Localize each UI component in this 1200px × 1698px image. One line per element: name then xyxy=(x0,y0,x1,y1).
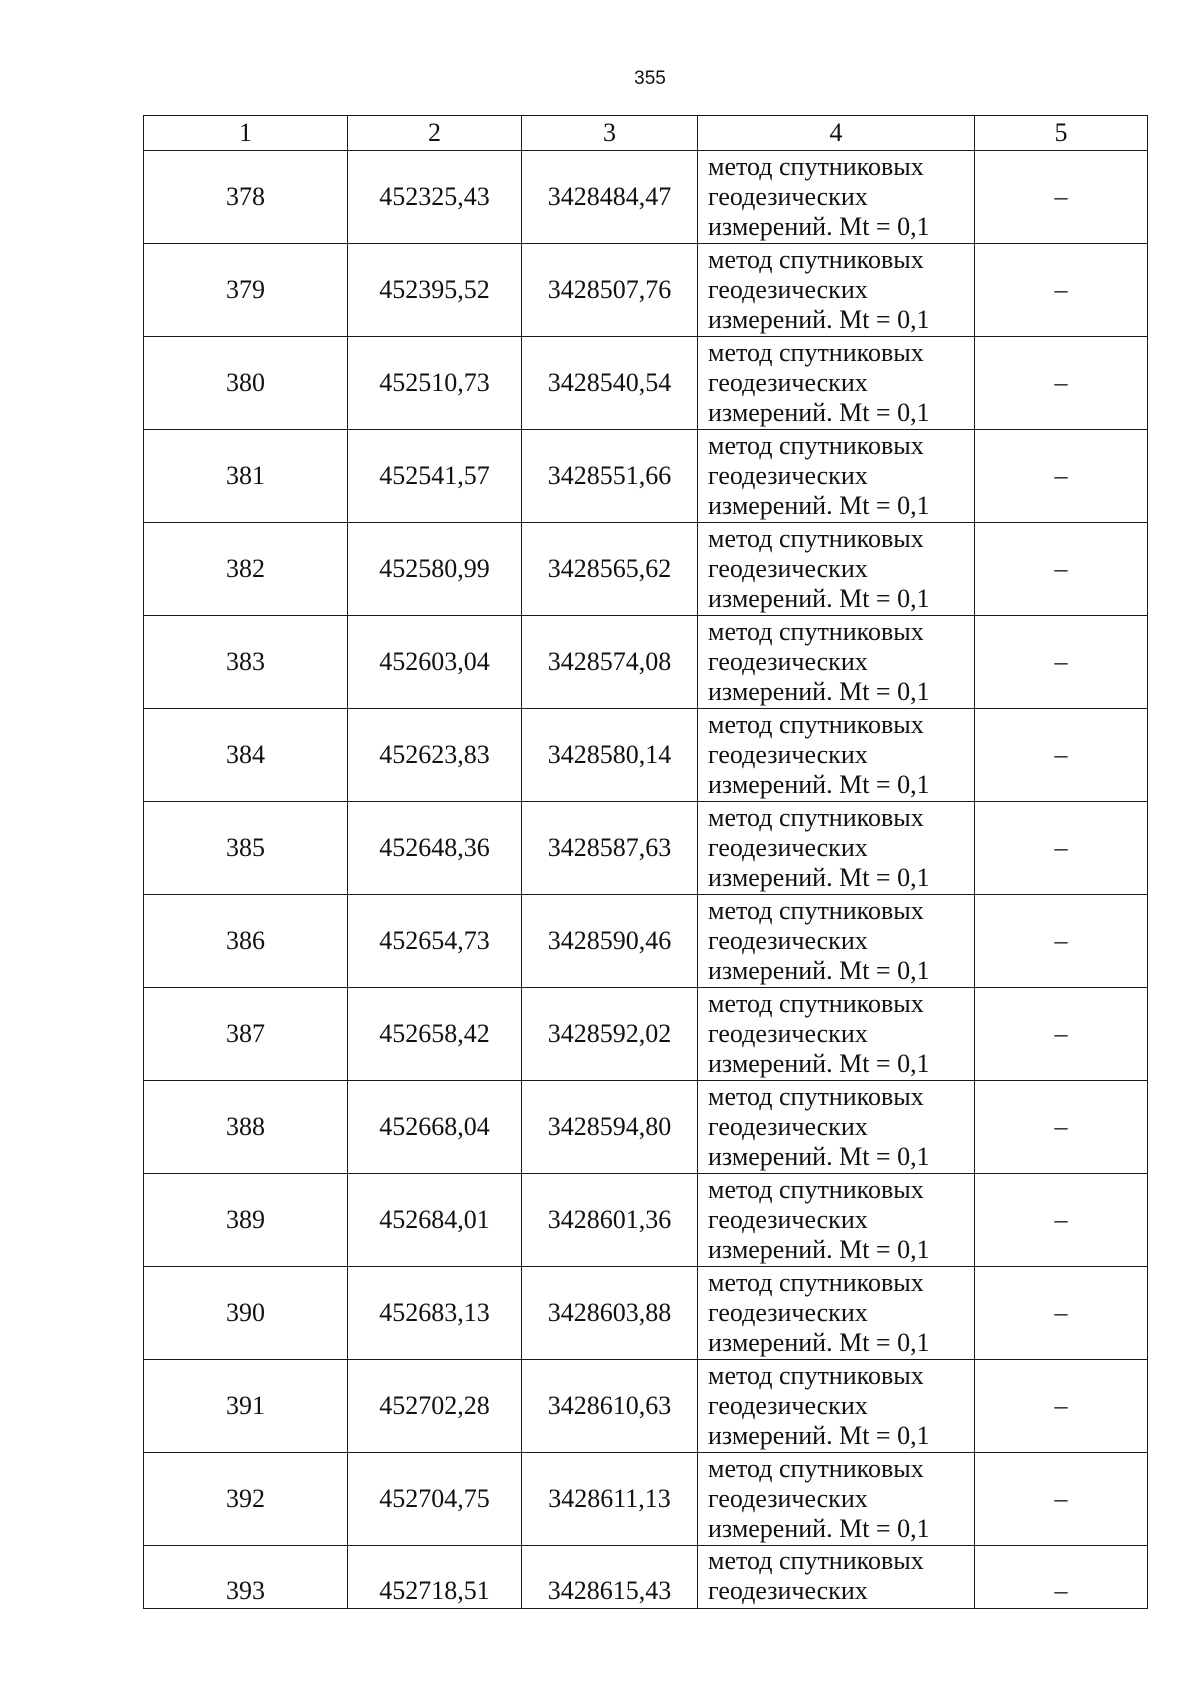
y-coordinate-cell: 3428507,76 xyxy=(522,244,698,337)
note-cell: – xyxy=(975,616,1148,709)
point-number-cell: 389 xyxy=(144,1174,348,1267)
x-coordinate-cell: 452603,04 xyxy=(348,616,522,709)
table-row xyxy=(144,1267,1148,1360)
table-row xyxy=(144,244,1148,337)
note-cell: – xyxy=(975,988,1148,1081)
column-header-1: 1 xyxy=(144,116,348,151)
method-cell: метод спутниковых геодезических xyxy=(698,1546,975,1609)
column-header-5: 5 xyxy=(975,116,1148,151)
point-number-cell: 380 xyxy=(144,337,348,430)
point-number-cell: 383 xyxy=(144,616,348,709)
method-cell: метод спутниковых геодезических измерений. Mt = 0,1 xyxy=(698,1174,975,1267)
y-coordinate-cell: 3428540,54 xyxy=(522,337,698,430)
x-coordinate-cell: 452541,57 xyxy=(348,430,522,523)
y-coordinate-cell: 3428580,14 xyxy=(522,709,698,802)
point-number-cell: 391 xyxy=(144,1360,348,1453)
table-row xyxy=(144,895,1148,988)
y-coordinate-cell: 3428484,47 xyxy=(522,151,698,244)
table-row xyxy=(144,616,1148,709)
point-number-cell: 387 xyxy=(144,988,348,1081)
method-cell: метод спутниковых геодезических измерений. Mt = 0,1 xyxy=(698,1453,975,1546)
method-cell: метод спутниковых геодезических измерений. Mt = 0,1 xyxy=(698,151,975,244)
y-coordinate-cell: 3428594,80 xyxy=(522,1081,698,1174)
point-number-cell: 392 xyxy=(144,1453,348,1546)
y-coordinate-cell: 3428592,02 xyxy=(522,988,698,1081)
page-number: 355 xyxy=(634,68,666,89)
x-coordinate-cell: 452654,73 xyxy=(348,895,522,988)
table-row xyxy=(144,1546,1148,1609)
method-cell: метод спутниковых геодезических измерений. Mt = 0,1 xyxy=(698,1081,975,1174)
x-coordinate-cell: 452684,01 xyxy=(348,1174,522,1267)
coordinates-table xyxy=(143,115,1148,1609)
table-header-row xyxy=(144,116,1148,151)
note-cell: – xyxy=(975,1267,1148,1360)
table-row xyxy=(144,1453,1148,1546)
note-cell: – xyxy=(975,1453,1148,1546)
point-number-cell: 388 xyxy=(144,1081,348,1174)
y-coordinate-cell: 3428587,63 xyxy=(522,802,698,895)
column-header-3: 3 xyxy=(522,116,698,151)
table-row xyxy=(144,1360,1148,1453)
note-cell: – xyxy=(975,1174,1148,1267)
method-cell: метод спутниковых геодезических измерений. Mt = 0,1 xyxy=(698,1267,975,1360)
point-number-cell: 381 xyxy=(144,430,348,523)
y-coordinate-cell: 3428590,46 xyxy=(522,895,698,988)
y-coordinate-cell: 3428610,63 xyxy=(522,1360,698,1453)
x-coordinate-cell: 452704,75 xyxy=(348,1453,522,1546)
x-coordinate-cell: 452668,04 xyxy=(348,1081,522,1174)
y-coordinate-cell: 3428611,13 xyxy=(522,1453,698,1546)
point-number-cell: 379 xyxy=(144,244,348,337)
method-cell: метод спутниковых геодезических измерений. Mt = 0,1 xyxy=(698,430,975,523)
column-header-2: 2 xyxy=(348,116,522,151)
point-number-cell: 385 xyxy=(144,802,348,895)
note-cell: – xyxy=(975,1081,1148,1174)
y-coordinate-cell: 3428574,08 xyxy=(522,616,698,709)
point-number-cell: 378 xyxy=(144,151,348,244)
x-coordinate-cell: 452325,43 xyxy=(348,151,522,244)
point-number-cell: 390 xyxy=(144,1267,348,1360)
note-cell: – xyxy=(975,244,1148,337)
note-cell: – xyxy=(975,337,1148,430)
x-coordinate-cell: 452510,73 xyxy=(348,337,522,430)
method-cell: метод спутниковых геодезических измерений. Mt = 0,1 xyxy=(698,988,975,1081)
table-row xyxy=(144,988,1148,1081)
point-number-cell: 386 xyxy=(144,895,348,988)
method-cell: метод спутниковых геодезических измерений. Mt = 0,1 xyxy=(698,709,975,802)
y-coordinate-cell: 3428601,36 xyxy=(522,1174,698,1267)
y-coordinate-cell: 3428603,88 xyxy=(522,1267,698,1360)
note-cell: – xyxy=(975,151,1148,244)
method-cell: метод спутниковых геодезических измерений. Mt = 0,1 xyxy=(698,337,975,430)
table-row xyxy=(144,523,1148,616)
point-number-cell: 384 xyxy=(144,709,348,802)
y-coordinate-cell: 3428565,62 xyxy=(522,523,698,616)
x-coordinate-cell: 452683,13 xyxy=(348,1267,522,1360)
method-cell: метод спутниковых геодезических измерений. Mt = 0,1 xyxy=(698,244,975,337)
note-cell: – xyxy=(975,523,1148,616)
method-cell: метод спутниковых геодезических измерений. Mt = 0,1 xyxy=(698,616,975,709)
table-row xyxy=(144,1174,1148,1267)
x-coordinate-cell: 452648,36 xyxy=(348,802,522,895)
x-coordinate-cell: 452658,42 xyxy=(348,988,522,1081)
column-header-4: 4 xyxy=(698,116,975,151)
table-row xyxy=(144,709,1148,802)
y-coordinate-cell: 3428615,43 xyxy=(522,1546,698,1609)
x-coordinate-cell: 452580,99 xyxy=(348,523,522,616)
x-coordinate-cell: 452395,52 xyxy=(348,244,522,337)
x-coordinate-cell: 452623,83 xyxy=(348,709,522,802)
x-coordinate-cell: 452702,28 xyxy=(348,1360,522,1453)
table-row xyxy=(144,430,1148,523)
x-coordinate-cell: 452718,51 xyxy=(348,1546,522,1609)
note-cell: – xyxy=(975,802,1148,895)
table-row xyxy=(144,337,1148,430)
table-row xyxy=(144,802,1148,895)
y-coordinate-cell: 3428551,66 xyxy=(522,430,698,523)
point-number-cell: 382 xyxy=(144,523,348,616)
table-body xyxy=(144,151,1148,1609)
table-row xyxy=(144,151,1148,244)
table-row xyxy=(144,1081,1148,1174)
method-cell: метод спутниковых геодезических измерений. Mt = 0,1 xyxy=(698,1360,975,1453)
note-cell: – xyxy=(975,709,1148,802)
method-cell: метод спутниковых геодезических измерений. Mt = 0,1 xyxy=(698,523,975,616)
note-cell: – xyxy=(975,1546,1148,1609)
note-cell: – xyxy=(975,430,1148,523)
note-cell: – xyxy=(975,895,1148,988)
point-number-cell: 393 xyxy=(144,1546,348,1609)
method-cell: метод спутниковых геодезических измерений. Mt = 0,1 xyxy=(698,802,975,895)
method-cell: метод спутниковых геодезических измерений. Mt = 0,1 xyxy=(698,895,975,988)
note-cell: – xyxy=(975,1360,1148,1453)
